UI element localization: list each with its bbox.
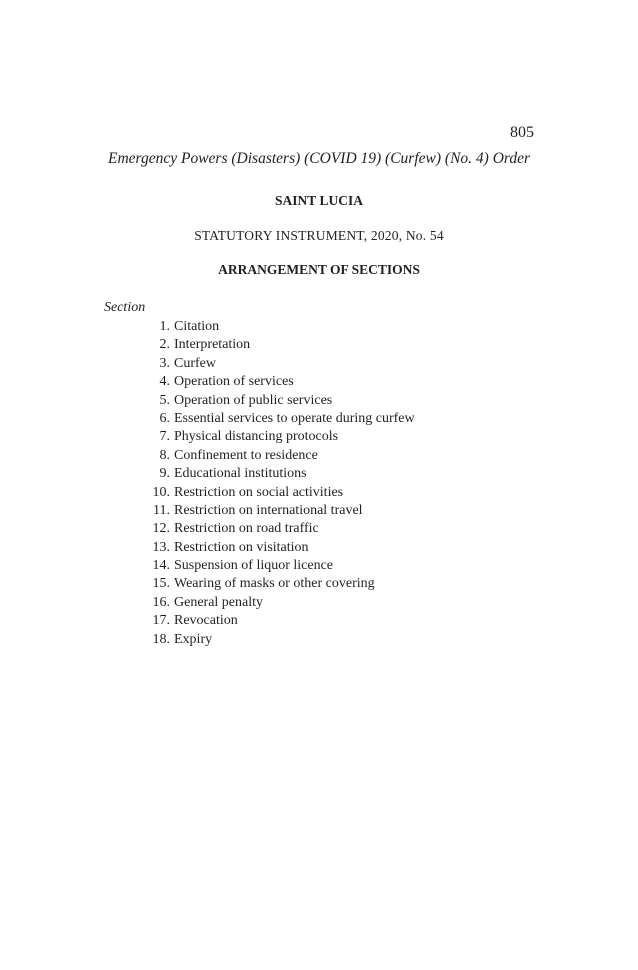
section-number: 18. (152, 631, 170, 647)
sections-list (140, 318, 415, 649)
section-number: 9. (159, 466, 170, 482)
section-title: Physical distancing protocols (174, 429, 339, 445)
list-item (140, 631, 415, 649)
instrument-heading: STATUTORY INSTRUMENT, 2020, No. 54 (194, 228, 444, 243)
section-title: Curfew (174, 355, 216, 371)
list-item (140, 612, 415, 630)
section-title: Expiry (174, 631, 213, 647)
section-title: Restriction on visitation (174, 539, 309, 555)
section-title: Operation of public services (174, 392, 333, 408)
section-number: 10. (152, 484, 170, 500)
page-number: 805 (510, 124, 534, 141)
list-item (140, 594, 415, 612)
section-number: 5. (159, 392, 170, 408)
section-title: Suspension of liquor licence (174, 558, 334, 574)
list-item (140, 557, 415, 575)
section-number: 14. (152, 558, 170, 574)
section-title: Revocation (174, 613, 238, 629)
list-item (140, 355, 415, 373)
section-number: 8. (159, 447, 170, 463)
country-heading: SAINT LUCIA (275, 193, 363, 208)
list-item (140, 484, 415, 502)
list-item (140, 465, 415, 483)
section-number: 6. (159, 410, 170, 426)
list-item (140, 539, 415, 557)
section-number: 15. (152, 576, 170, 592)
section-title: General penalty (174, 594, 264, 610)
list-item (140, 447, 415, 465)
section-title: Restriction on international travel (174, 502, 363, 518)
section-title: Essential services to operate during curfew (174, 410, 415, 426)
list-item (140, 575, 415, 593)
section-title: Educational institutions (174, 466, 307, 482)
section-title: Restriction on social activities (174, 484, 344, 500)
section-title: Interpretation (174, 337, 251, 353)
section-title: Wearing of masks or other covering (174, 576, 375, 592)
section-title: Citation (174, 319, 220, 334)
section-number: 12. (152, 521, 170, 537)
section-number: 16. (152, 594, 170, 610)
section-title: Restriction on road traffic (174, 521, 319, 537)
section-number: 17. (152, 613, 170, 629)
section-title: Operation of services (174, 374, 294, 390)
running-head: Emergency Powers (Disasters) (COVID 19) (Curfew) (No. 4) Order (107, 150, 531, 167)
section-number: 1. (159, 319, 170, 334)
section-column-label: Section (104, 300, 146, 315)
list-item (140, 336, 415, 354)
section-number: 13. (152, 539, 170, 555)
section-title: Confinement to residence (174, 447, 318, 463)
section-number: 2. (159, 337, 170, 353)
list-item (140, 502, 415, 520)
list-item (140, 520, 415, 538)
list-item (140, 318, 415, 336)
section-number: 3. (159, 355, 170, 371)
list-item (140, 373, 415, 391)
section-number: 7. (159, 429, 170, 445)
section-number: 11. (153, 502, 170, 518)
list-item (140, 410, 415, 428)
section-number: 4. (159, 374, 170, 390)
list-item (140, 428, 415, 446)
list-item (140, 392, 415, 410)
arrangement-heading: ARRANGEMENT OF SECTIONS (218, 262, 420, 277)
